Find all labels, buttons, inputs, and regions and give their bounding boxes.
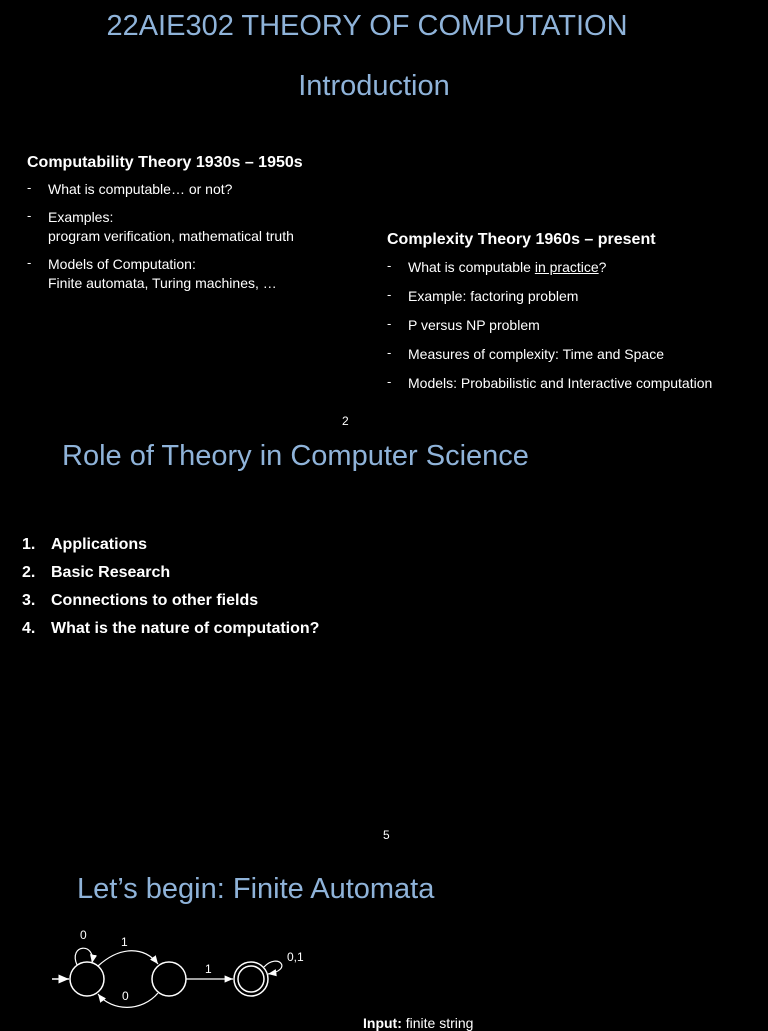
page-number: 5 — [383, 828, 390, 842]
label-q2-q1: 0 — [122, 989, 129, 1003]
label-loop-q1: 0 — [80, 928, 87, 942]
item-text: Connections to other fields — [51, 592, 259, 609]
input-label: Input: — [363, 1015, 402, 1031]
course-title: 22AIE302 THEORY OF COMPUTATION — [106, 10, 628, 42]
underlined-text: in practice — [534, 259, 599, 275]
bullet-text: Measures of complexity: Time and Space — [408, 346, 665, 362]
list-item — [387, 287, 757, 306]
bullet-text: ? — [598, 259, 607, 275]
complexity-list — [387, 258, 757, 393]
computability-list — [27, 180, 367, 293]
list-item — [22, 531, 319, 559]
complexity-section — [387, 231, 757, 393]
label-loop-q3: 0,1 — [287, 950, 304, 964]
page-number: 2 — [342, 414, 349, 428]
input-description — [363, 1015, 473, 1031]
item-number: 1. — [22, 536, 36, 553]
state-q1 — [70, 962, 104, 996]
slide-title: Role of Theory in Computer Science — [62, 440, 529, 472]
list-item — [387, 316, 757, 335]
item-number: 4. — [22, 620, 36, 637]
list-item — [22, 559, 319, 587]
slide-subtitle: Introduction — [298, 70, 450, 102]
accept-ring — [238, 966, 264, 992]
list-item — [22, 615, 319, 643]
input-value: finite string — [405, 1015, 474, 1031]
list-item — [387, 374, 757, 393]
bullet-text: Example: factoring problem — [408, 288, 579, 304]
item-text: What is the nature of computation? — [51, 620, 320, 637]
label-q2-q3: 1 — [205, 962, 212, 976]
bullet-text: - Models of Computation: — [48, 256, 196, 272]
computability-heading: Computability Theory 1930s – 1950s — [27, 154, 303, 171]
list-item — [27, 180, 367, 199]
list-item — [27, 208, 367, 246]
bullet-text: Models: Probabilistic and Interactive computation — [408, 375, 713, 391]
item-number: 3. — [22, 592, 36, 609]
bullet-text: P versus NP problem — [408, 317, 540, 333]
role-list — [22, 531, 319, 643]
computability-section — [27, 154, 367, 293]
item-text: Applications — [51, 536, 148, 553]
bullet-subtext: program verification, mathematical truth — [48, 228, 294, 244]
slide-title: Let’s begin: Finite Automata — [77, 873, 435, 905]
list-item — [387, 345, 757, 364]
edge-q1-q2 — [98, 951, 158, 966]
finite-automaton-diagram — [40, 922, 340, 1014]
bullet-text: What is computable — [408, 259, 535, 275]
item-number: 2. — [22, 564, 36, 581]
bullet-text: What is computable… or not? — [48, 181, 233, 197]
state-q2 — [152, 962, 186, 996]
complexity-heading: Complexity Theory 1960s – present — [387, 231, 656, 248]
list-item — [22, 587, 319, 615]
label-q1-q2: 1 — [121, 935, 128, 949]
bullet-subtext: Finite automata, Turing machines, … — [48, 275, 277, 291]
bullet-text: - Examples: — [48, 209, 114, 225]
item-text: Basic Research — [51, 564, 171, 581]
list-item — [387, 258, 757, 277]
list-item — [27, 255, 367, 293]
state-q3-accept — [234, 962, 268, 996]
